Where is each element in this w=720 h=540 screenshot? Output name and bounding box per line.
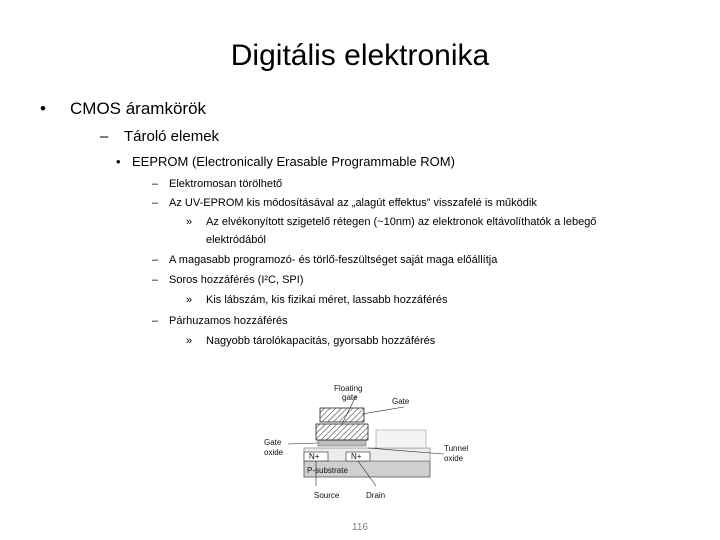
raquo-marker: » xyxy=(186,216,193,228)
bullet-cmos: CMOS áramkörök xyxy=(70,99,207,118)
gate-leader xyxy=(362,407,404,414)
raquo-marker: » xyxy=(186,294,193,306)
dash-marker: – xyxy=(100,128,109,145)
bullet-serial-access: Soros hozzáférés (I²C, SPI) xyxy=(169,274,304,286)
dash-marker: – xyxy=(152,197,159,209)
bullet-marker: • xyxy=(116,154,121,169)
bullet-storage-elements: Tároló elemek xyxy=(124,128,220,145)
raquo-marker: » xyxy=(186,335,193,347)
gate-oxide-leader xyxy=(288,443,318,444)
label-gate-oxide-2: oxide xyxy=(264,448,284,457)
bullet-high-voltage: A magasabb programozó- és törlő-feszültséget saját maga előállítja xyxy=(169,254,498,266)
label-tunnel-oxide-2: oxide xyxy=(444,454,464,463)
floating-gate-block xyxy=(316,424,368,440)
bullet-serial-features: Kis lábszám, kis fizikai méret, lassabb hozzáférés xyxy=(206,294,448,306)
bullet-tunnel-effect: Az UV-EPROM kis módosításával az „alagút effektus” visszafelé is működik xyxy=(169,197,537,209)
bullet-electrically-erasable: Elektromosan törölhető xyxy=(169,178,283,190)
label-source: Source xyxy=(314,491,340,500)
label-floating-gate-2: gate xyxy=(342,393,358,402)
control-gate-block xyxy=(320,408,364,422)
slide-title: Digitális elektronika xyxy=(230,39,490,72)
label-floating-gate-1: Floating xyxy=(334,384,363,393)
bullet-eeprom: EEPROM (Electronically Erasable Programmable ROM) xyxy=(132,154,455,169)
bullet-parallel-access: Párhuzamos hozzáférés xyxy=(169,315,288,327)
bullet-thin-insulator-line2: elektródából xyxy=(206,234,266,246)
side-oxide xyxy=(376,430,426,448)
label-p-substrate: P-substrate xyxy=(307,466,348,475)
label-n-plus-left: N+ xyxy=(309,452,320,461)
dash-marker: – xyxy=(152,315,159,327)
label-n-plus-right: N+ xyxy=(351,452,362,461)
label-gate-oxide-1: Gate xyxy=(264,438,282,447)
dash-marker: – xyxy=(152,178,159,190)
label-tunnel-oxide-1: Tunnel xyxy=(444,444,469,453)
bullet-parallel-features: Nagyobb tárolókapacitás, gyorsabb hozzáférés xyxy=(206,335,436,347)
gate-oxide-layer xyxy=(318,440,366,446)
dash-marker: – xyxy=(152,254,159,266)
page-number: 116 xyxy=(352,522,368,533)
bullet-thin-insulator-line1: Az elvékonyított szigetelő rétegen (~10nm) az elektronok eltávolíthatók a lebegő xyxy=(206,216,597,228)
label-drain: Drain xyxy=(366,491,386,500)
dash-marker: – xyxy=(152,274,159,286)
bullet-marker: • xyxy=(40,99,46,118)
label-gate: Gate xyxy=(392,397,410,406)
eeprom-cell-diagram xyxy=(258,378,478,506)
